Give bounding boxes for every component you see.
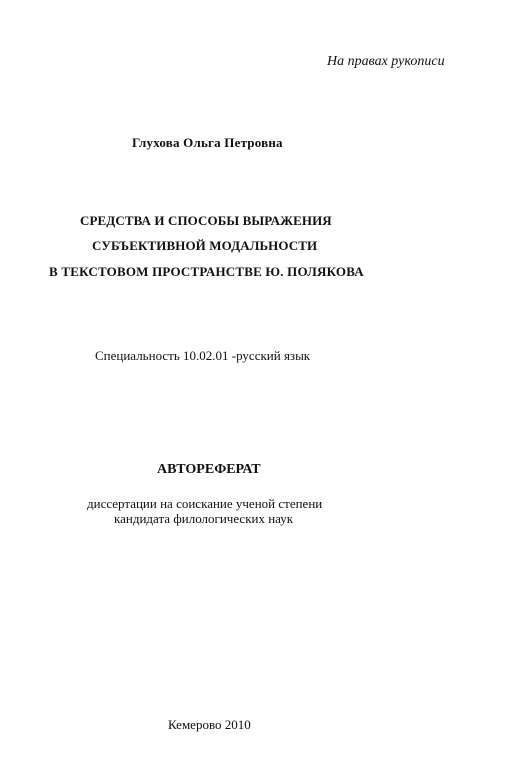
manuscript-note: На правах рукописи	[327, 54, 445, 69]
title-line-3: В ТЕКСТОВОМ ПРОСТРАНСТВЕ Ю. ПОЛЯКОВА	[49, 264, 364, 279]
author-name: Глухова Ольга Петровна	[132, 135, 283, 150]
place-year: Кемерово 2010	[168, 717, 251, 732]
title-line-1: СРЕДСТВА И СПОСОБЫ ВЫРАЖЕНИЯ	[80, 213, 332, 228]
document-type: АВТОРЕФЕРАТ	[157, 462, 261, 477]
description-line-1: диссертации на соискание ученой степени	[87, 496, 323, 511]
specialty-line: Специальность 10.02.01 -русский язык	[95, 348, 311, 363]
description-line-2: кандидата филологических наук	[114, 511, 294, 526]
title-line-2: СУБЪЕКТИВНОЙ МОДАЛЬНОСТИ	[92, 238, 318, 253]
